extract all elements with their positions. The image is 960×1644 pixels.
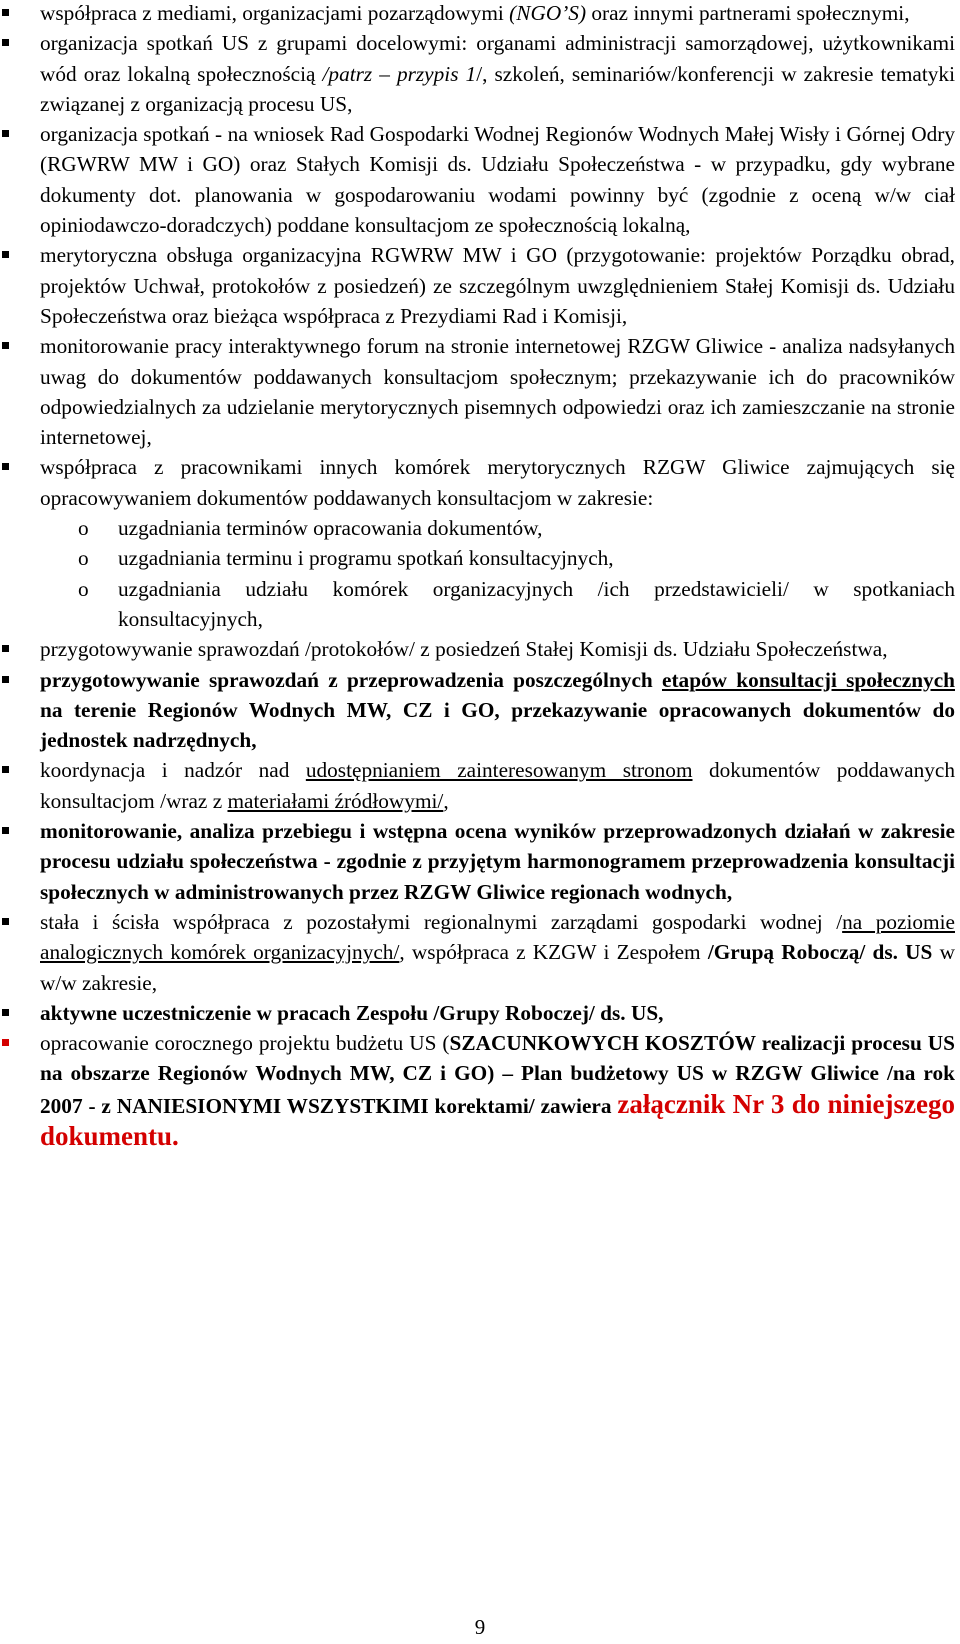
sub-item-text: uzgadniania terminu i programu spotkań konsultacyjnych, xyxy=(118,546,614,571)
item-text: opracowanie corocznego projektu budżetu US ( xyxy=(40,1031,450,1056)
sub-list-item xyxy=(40,513,955,543)
circle-bullet-icon: o xyxy=(78,546,89,571)
list-item xyxy=(0,1028,955,1153)
sub-list-item xyxy=(40,574,955,635)
list-item xyxy=(0,240,955,331)
list-item xyxy=(0,0,955,28)
item-text-bold: na terenie Regionów Wodnych MW, CZ i GO, przekazywanie opracowanych dokumentów do jednostek nadrzędnych, xyxy=(40,697,955,753)
item-text-underlined: materiałami źródłowymi/ xyxy=(227,788,444,813)
item-text-italic: (NGO’S) xyxy=(509,1,587,25)
list-item xyxy=(0,634,955,664)
square-bullet-icon xyxy=(2,918,9,925)
item-text: dokumentów poddawanych konsultacjom /wraz z xyxy=(40,758,955,813)
item-text: merytoryczna obsługa organizacyjna RGWRW MW i GO (przygotowanie: projektów Porządku obrad, projektów Uchwał, protokołów z posiedzeń) ze szczególnym uwzględnieniem Stałej Komisji ds. Udziału Społeczeństwa oraz bieżąca współpraca z Prezydiami Rad i Komisji, xyxy=(40,243,955,328)
list-item xyxy=(0,907,955,998)
page-number: 9 xyxy=(474,1615,486,1639)
list-item xyxy=(0,665,955,756)
item-text: organizacja spotkań US z grupami docelowymi: organami administracji samorządowej, użytkownikami wód oraz lokalną społecznością xyxy=(40,31,955,86)
item-text: /, szkoleń, seminariów/konferencji w zakresie tematyki związanej z organizacją procesu US, xyxy=(40,61,955,116)
list-item xyxy=(0,816,955,907)
item-text: koordynacja i nadzór nad xyxy=(40,758,306,783)
item-text: w w/w zakresie, xyxy=(40,940,955,995)
square-bullet-icon xyxy=(2,827,9,834)
attachment-reference: załącznik Nr 3 do niniejszego dokumentu. xyxy=(40,1088,955,1151)
item-text: monitorowanie pracy interaktywnego forum na stronie internetowej RZGW Gliwice - analiza nadsyłanych uwag do dokumentów poddawanych konsultacjom społecznym; przekazywanie ich do pracowników odpowiedzialnych za udzielanie merytorycznych pisemnych odpowiedzi oraz ich zamieszczanie na stronie internetowej, xyxy=(40,334,955,450)
item-text: przygotowywanie sprawozdań /protokołów/ z posiedzeń Stałej Komisji ds. Udziału Społeczeństwa, xyxy=(40,637,888,662)
item-text: oraz innymi partnerami społecznymi, xyxy=(586,1,910,25)
item-text: , współpraca z KZGW i Zespołem xyxy=(399,940,708,965)
item-text-underlined: etapów konsultacji społecznych xyxy=(662,667,955,692)
square-bullet-icon xyxy=(2,130,9,137)
list-item xyxy=(0,119,955,240)
square-bullet-icon xyxy=(2,463,9,470)
item-text: współpraca z mediami, organizacjami pozarządowymi xyxy=(40,1,510,25)
sub-list-item xyxy=(40,543,955,573)
circle-bullet-icon: o xyxy=(78,516,89,541)
item-text-bold: aktywne uczestniczenie w pracach Zespołu /Grupy Roboczej/ ds. US, xyxy=(40,1000,664,1025)
list-item xyxy=(0,28,955,119)
item-text-bold: przygotowywanie sprawozdań z przeprowadzenia poszczególnych xyxy=(40,667,662,692)
square-bullet-icon xyxy=(2,1009,9,1016)
square-bullet-icon xyxy=(2,1039,9,1046)
square-bullet-icon xyxy=(2,9,9,16)
list-item xyxy=(0,998,955,1028)
list-item xyxy=(0,452,955,634)
sub-item-text: uzgadniania terminów opracowania dokumentów, xyxy=(118,516,543,541)
square-bullet-icon xyxy=(2,645,9,652)
square-bullet-icon xyxy=(2,251,9,258)
square-bullet-icon xyxy=(2,39,9,46)
item-text: stała i ścisła współpraca z pozostałymi regionalnymi zarządami gospodarki wodnej / xyxy=(40,909,843,934)
square-bullet-icon xyxy=(2,676,9,683)
list-item xyxy=(0,755,955,816)
item-text-bold: monitorowanie, analiza przebiegu i wstępna ocena wyników przeprowadzonych działań w zakresie procesu udziału społeczeństwa - zgodnie z przyjętym harmonogramem przeprowadzenia konsultacji społecznych w administrowanych przez RZGW Gliwice regionach wodnych, xyxy=(40,819,955,904)
item-text-underlined: na poziomie analogicznych komórek organizacyjnych/ xyxy=(40,909,955,965)
item-text: współpraca z pracownikami innych komórek merytorycznych RZGW Gliwice zajmujących się opracowywaniem dokumentów poddawanych konsultacjom w zakresie: xyxy=(40,455,955,510)
sub-item-text: uzgadniania udziału komórek organizacyjnych /ich przedstawicieli/ w spotkaniach konsultacyjnych, xyxy=(118,576,955,631)
item-text-bold: SZACUNKOWYCH KOSZTÓW realizacji procesu US na obszarze Regionów Wodnych MW, CZ i GO) – Plan budżetowy US w RZGW Gliwice /na rok 2007 - z NANIESIONYMI WSZYSTKIMI korektami/ zawiera xyxy=(40,1031,956,1118)
sub-list xyxy=(40,513,955,634)
square-bullet-icon xyxy=(2,766,9,773)
square-bullet-icon xyxy=(2,342,9,349)
list-item xyxy=(0,331,955,452)
circle-bullet-icon: o xyxy=(78,576,89,601)
item-text-underlined: udostępnianiem zainteresowanym stronom xyxy=(305,758,693,783)
item-text-bold: /Grupą Roboczą/ ds. US xyxy=(707,940,933,965)
item-text-italic: /patrz – przypis 1 xyxy=(322,61,477,86)
item-text: , xyxy=(443,788,449,813)
item-text: organizacja spotkań - na wniosek Rad Gospodarki Wodnej Regionów Wodnych Małej Wisły i Górnej Odry (RGWRW MW i GO) oraz Stałych Komisji ds. Udziału Społeczeństwa - w przypadku, gdy wybrane dokumenty dot. planowania w gospodarowaniu wodami powinny być (zgodnie z oceną w/w ciał opiniodawczo-doradczych) poddane konsultacjom ze społecznością lokalną, xyxy=(40,122,955,238)
